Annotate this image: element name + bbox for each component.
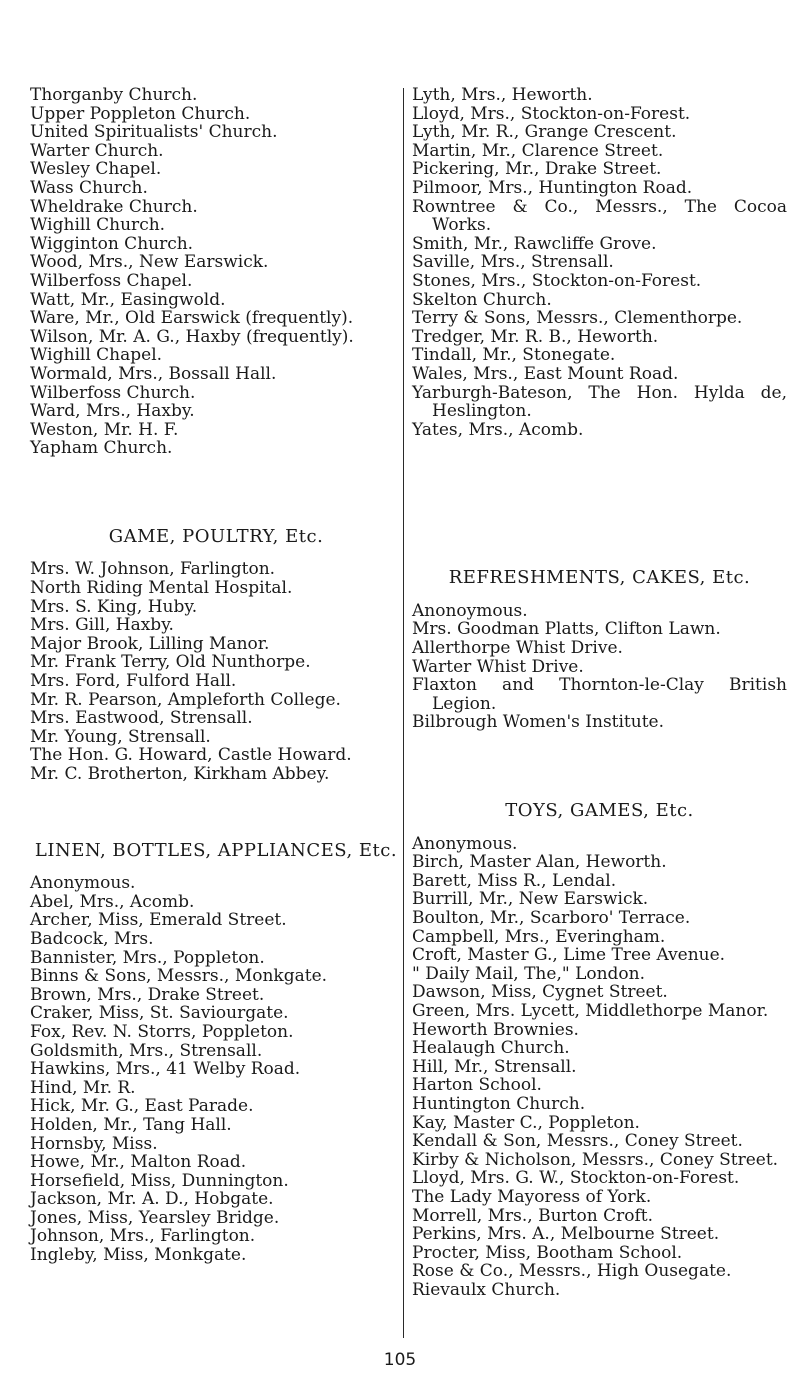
section-heading: REFRESHMENTS, CAKES, Etc. — [448, 567, 751, 589]
list-entry: Fox, Rev. N. Storrs, Poppleton. — [30, 1021, 294, 1042]
list-entry: Lyth, Mrs., Heworth. — [412, 85, 593, 105]
list-entry: The Hon. G. Howard, Castle Howard. — [30, 745, 352, 766]
list-entry: Harton School. — [412, 1075, 542, 1096]
list-entry: Anonymous. — [412, 833, 518, 854]
list-entry: Rose & Co., Messrs., High Ousegate. — [412, 1261, 732, 1282]
list-entry: " Daily Mail, The," London. — [412, 963, 646, 984]
list-entry: Bannister, Mrs., Poppleton. — [30, 947, 265, 968]
list-entry: Wilberfoss Chapel. — [30, 270, 193, 291]
donor-list — [412, 602, 787, 732]
list-entry: Wesley Chapel. — [30, 159, 162, 180]
list-entry: Allerthorpe Whist Drive. — [412, 638, 623, 659]
list-entry: Pilmoor, Mrs., Huntington Road. — [412, 177, 693, 198]
list-entry: Mr. C. Brotherton, Kirkham Abbey. — [30, 764, 330, 784]
left-column — [30, 86, 402, 1265]
list-entry: Kay, Master C., Poppleton. — [412, 1112, 640, 1133]
list-entry: Lyth, Mr. R., Grange Crescent. — [412, 122, 677, 143]
list-entry: Wilson, Mr. A. G., Haxby (frequently). — [30, 326, 354, 347]
list-entry: Craker, Miss, St. Saviourgate. — [30, 1003, 289, 1024]
list-entry: Mr. Young, Strensall. — [30, 726, 211, 747]
list-entry: North Riding Mental Hospital. — [30, 578, 293, 599]
list-entry: Yapham Church. — [30, 438, 173, 459]
list-entry: Saville, Mrs., Strensall. — [412, 252, 614, 273]
list-entry: Wighill Church. — [30, 215, 166, 236]
list-entry: Birch, Master Alan, Heworth. — [412, 852, 667, 873]
list-entry: Lloyd, Mrs. G. W., Stockton-on-Forest. — [412, 1168, 740, 1189]
list-entry: Mrs. Goodman Platts, Clifton Lawn. — [412, 619, 721, 640]
list-entry: Thorganby Church. — [30, 85, 198, 105]
list-entry: Terry & Sons, Messrs., Clementhorpe. — [412, 308, 743, 329]
donor-list — [30, 874, 402, 1264]
list-entry: Wormald, Mrs., Bossall Hall. — [30, 363, 277, 384]
list-entry: Flaxton and Thornton-le-Clay British Legion. — [412, 675, 787, 714]
list-entry: Johnson, Mrs., Farlington. — [30, 1226, 256, 1247]
list-entry: Boulton, Mr., Scarboro' Terrace. — [412, 908, 691, 928]
list-entry: Croft, Master G., Lime Tree Avenue. — [412, 945, 726, 966]
list-entry: Ware, Mr., Old Earswick (frequently). — [30, 308, 354, 329]
list-entry: Campbell, Mrs., Everingham. — [412, 926, 666, 947]
list-entry: Rievaulx Church. — [412, 1279, 561, 1300]
list-entry: Procter, Miss, Bootham School. — [412, 1242, 683, 1263]
list-entry: Rowntree & Co., Messrs., The Cocoa Works. — [412, 196, 787, 236]
list-entry: Hornsby, Miss. — [30, 1133, 158, 1154]
list-entry: Mrs. Gill, Haxby. — [30, 615, 174, 636]
list-entry: Jackson, Mr. A. D., Hobgate. — [30, 1189, 274, 1210]
list-entry: Ward, Mrs., Haxby. — [30, 401, 195, 422]
list-entry: Major Brook, Lilling Manor. — [30, 633, 270, 654]
list-entry: Barett, Miss R., Lendal. — [412, 870, 617, 891]
list-entry: Badcock, Mrs. — [30, 928, 154, 949]
list-entry: Mrs. Eastwood, Strensall. — [30, 708, 253, 729]
list-entry: Morrell, Mrs., Burton Croft. — [412, 1205, 653, 1226]
list-entry: Yates, Mrs., Acomb. — [412, 419, 584, 440]
section-toys-games — [412, 802, 787, 1299]
list-entry: Warter Whist Drive. — [412, 656, 584, 677]
list-entry: Holden, Mr., Tang Hall. — [30, 1114, 232, 1135]
list-entry: Wigginton Church. — [30, 233, 194, 254]
list-entry: Hawkins, Mrs., 41 Welby Road. — [30, 1059, 301, 1080]
list-entry: Mrs. W. Johnson, Farlington. — [30, 559, 276, 580]
section-game-poultry — [30, 525, 402, 784]
section-heading: TOYS, GAMES, Etc. — [505, 800, 694, 822]
list-entry: Wood, Mrs., New Earswick. — [30, 252, 269, 273]
list-entry: Wheldrake Church. — [30, 196, 198, 217]
list-entry: Binns & Sons, Messrs., Monkgate. — [30, 966, 328, 987]
section-linen-bottles — [30, 839, 402, 1266]
list-entry: Huntington Church. — [412, 1093, 586, 1114]
list-entry: Wass Church. — [30, 177, 148, 198]
list-entry: Kirby & Nicholson, Messrs., Coney Street. — [412, 1149, 779, 1170]
list-entry: Wighill Chapel. — [30, 345, 163, 366]
list-entry: Archer, Miss, Emerald Street. — [30, 910, 287, 931]
list-entry: Green, Mrs. Lycett, Middlethorpe Manor. — [412, 1000, 769, 1021]
page-number: 105 — [383, 1350, 417, 1370]
list-entry: Heworth Brownies. — [412, 1019, 579, 1040]
list-entry: Brown, Mrs., Drake Street. — [30, 984, 265, 1005]
list-entry: Lloyd, Mrs., Stockton-on-Forest. — [412, 103, 691, 124]
list-entry: Ingleby, Miss, Monkgate. — [30, 1245, 247, 1266]
list-entry: Wilberfoss Church. — [30, 382, 196, 403]
list-entry: Healaugh Church. — [412, 1038, 570, 1059]
section-heading: GAME, POULTRY, Etc. — [108, 525, 324, 547]
right-column — [412, 86, 787, 1299]
list-entry: Anonymous. — [30, 873, 136, 894]
list-entry: Yarburgh-Bateson, The Hon. Hylda de, Heslington. — [412, 382, 787, 422]
list-entry: United Spiritualists' Church. — [30, 122, 278, 143]
list-entry: Upper Poppleton Church. — [30, 103, 251, 124]
list-entry: Kendall & Son, Messrs., Coney Street. — [412, 1131, 743, 1152]
list-entry: Burrill, Mr., New Earswick. — [412, 889, 649, 910]
donor-list-continued — [30, 86, 402, 458]
list-entry: Watt, Mr., Easingwold. — [30, 289, 226, 310]
list-entry: Tredger, Mr. R. B., Heworth. — [412, 326, 659, 347]
list-entry: Warter Church. — [30, 140, 164, 161]
list-entry: Jones, Miss, Yearsley Bridge. — [30, 1207, 280, 1228]
list-entry: Howe, Mr., Malton Road. — [30, 1152, 247, 1173]
list-entry: Skelton Church. — [412, 289, 552, 310]
list-entry: Mrs. Ford, Fulford Hall. — [30, 671, 237, 692]
list-entry: Dawson, Miss, Cygnet Street. — [412, 982, 668, 1003]
column-divider — [403, 88, 404, 1338]
donor-list — [30, 560, 402, 783]
list-entry: Bilbrough Women's Institute. — [412, 712, 665, 733]
list-entry: Hick, Mr. G., East Parade. — [30, 1096, 254, 1117]
list-entry: Abel, Mrs., Acomb. — [30, 891, 195, 912]
list-entry: Smith, Mr., Rawcliffe Grove. — [412, 233, 657, 254]
list-entry: Weston, Mr. H. F. — [30, 419, 179, 440]
section-refreshments-cakes — [412, 569, 787, 732]
section-heading: LINEN, BOTTLES, APPLIANCES, Etc. — [34, 839, 398, 861]
donor-list-continued — [412, 86, 787, 439]
list-entry: Stones, Mrs., Stockton-on-Forest. — [412, 270, 702, 291]
list-entry: Horsefield, Miss, Dunnington. — [30, 1170, 289, 1191]
list-entry: Martin, Mr., Clarence Street. — [412, 140, 664, 161]
list-entry: Perkins, Mrs. A., Melbourne Street. — [412, 1224, 720, 1245]
list-entry: Mrs. S. King, Huby. — [30, 596, 198, 617]
list-entry: Mr. R. Pearson, Ampleforth College. — [30, 689, 341, 710]
list-entry: Pickering, Mr., Drake Street. — [412, 159, 662, 180]
list-entry: Hill, Mr., Strensall. — [412, 1056, 577, 1077]
donor-list — [412, 835, 787, 1300]
list-entry: Hind, Mr. R. — [30, 1077, 136, 1098]
list-entry: Tindall, Mr., Stonegate. — [412, 345, 616, 366]
list-entry: Anonoymous. — [412, 600, 528, 621]
list-entry: Mr. Frank Terry, Old Nunthorpe. — [30, 652, 311, 673]
list-entry: The Lady Mayoress of York. — [412, 1186, 652, 1207]
list-entry: Wales, Mrs., East Mount Road. — [412, 363, 679, 384]
list-entry: Goldsmith, Mrs., Strensall. — [30, 1040, 263, 1061]
